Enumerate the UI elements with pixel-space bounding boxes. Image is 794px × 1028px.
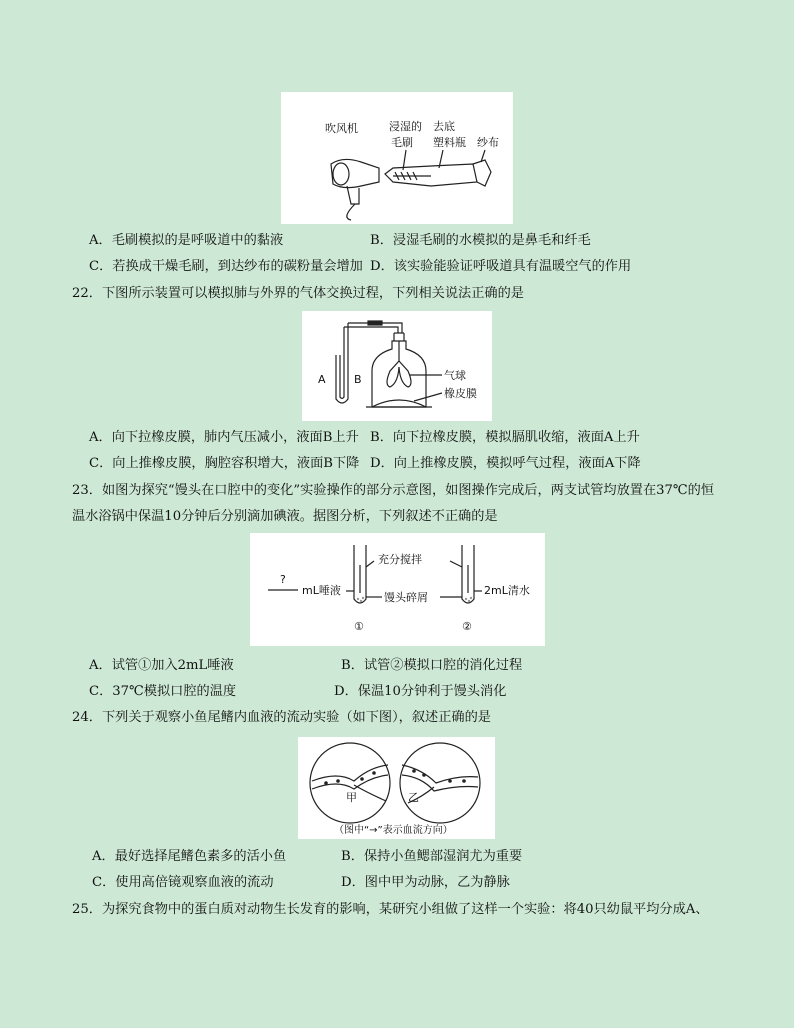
label-b: B	[354, 373, 362, 386]
q23-option-a: A．试管①加入2mL唾液	[89, 658, 234, 673]
q23-stem-line1: 23．如图为探究“馒头在口腔中的变化”实验操作的部分示意图，如图操作完成后，两支试管均放置在37℃的恒	[72, 483, 715, 498]
q23-stem-line2: 温水浴锅中保温10分钟后分别滴加碘液。据图分析，下列叙述不正确的是	[72, 509, 498, 524]
label-crumbs: 馒头碎屑	[384, 591, 428, 604]
figure-q23	[250, 533, 545, 646]
label-tube2: ②	[462, 620, 472, 633]
q25-stem: 25．为探究食物中的蛋白质对动物生长发育的影响，某研究小组做了这样一个实验：将40只幼鼠平均分成A、	[72, 902, 709, 917]
q22-option-c: C．向上推橡皮膜，胸腔容积增大，液面B下降	[89, 456, 360, 471]
label-bottle-2: 塑料瓶	[433, 136, 466, 149]
label-bottle-1: 去底	[433, 120, 455, 133]
q24-option-b: B．保持小鱼鳃部湿润尤为重要	[341, 849, 523, 864]
bottle-drawing	[385, 150, 491, 186]
label-wet-brush-2: 毛刷	[391, 136, 413, 149]
label-yi: 乙	[408, 791, 419, 804]
q24-option-d: D．图中甲为动脉，乙为静脉	[341, 875, 510, 890]
hair-dryer-drawing	[331, 159, 379, 220]
figure-q22	[302, 311, 492, 421]
q22-stem: 22．下图所示装置可以模拟肺与外界的气体交换过程，下列相关说法正确的是	[72, 286, 524, 301]
q22-option-a: A．向下拉橡皮膜，肺内气压减小，液面B上升	[89, 430, 359, 445]
label-saliva: mL唾液	[302, 584, 341, 597]
label-blower: 吹风机	[325, 122, 358, 135]
label-water: 2mL清水	[484, 584, 530, 597]
label-question-mark: ?	[280, 573, 286, 586]
q24-option-a: A．最好选择尾鳍色素多的活小鱼	[92, 849, 287, 864]
figure-q24	[298, 737, 495, 839]
label-membrane: 橡皮膜	[444, 387, 477, 400]
label-stir: 充分搅拌	[378, 553, 422, 566]
bell-jar-drawing	[336, 321, 442, 407]
q23-option-d: D．保温10分钟利于馒头消化	[334, 684, 507, 699]
label-jia: 甲	[346, 791, 357, 804]
q21-option-d: D．该实验能验证呼吸道具有温暖空气的作用	[370, 259, 632, 274]
q24-option-c: C．使用高倍镜观察血液的流动	[92, 875, 274, 890]
figure-caption: （图中“→”表示血流方向）	[334, 825, 453, 836]
q23-option-b: B．试管②模拟口腔的消化过程	[341, 658, 523, 673]
q23-option-c: C．37℃模拟口腔的温度	[89, 684, 237, 699]
label-wet-brush-1: 浸湿的	[389, 120, 422, 133]
label-gauze: 纱布	[477, 136, 499, 149]
q21-option-a: A．毛刷模拟的是呼吸道中的黏液	[89, 233, 284, 248]
q22-option-b: B．向下拉橡皮膜，模拟膈肌收缩，液面A上升	[370, 430, 640, 445]
test-tubes-drawing	[268, 545, 482, 603]
q22-option-d: D．向上推橡皮膜，模拟呼气过程，液面A下降	[370, 456, 641, 471]
label-balloon: 气球	[444, 369, 466, 382]
q21-option-c: C．若换成干燥毛刷，到达纱布的碳粉量会增加	[89, 259, 363, 274]
blood-flow-drawing	[310, 743, 480, 823]
label-tube1: ①	[354, 620, 364, 633]
figure-q21	[281, 92, 513, 224]
q24-stem: 24．下列关于观察小鱼尾鳍内血液的流动实验（如下图），叙述正确的是	[72, 710, 491, 725]
label-a: A	[318, 373, 326, 386]
q21-option-b: B．浸湿毛刷的水模拟的是鼻毛和纤毛	[370, 233, 591, 248]
